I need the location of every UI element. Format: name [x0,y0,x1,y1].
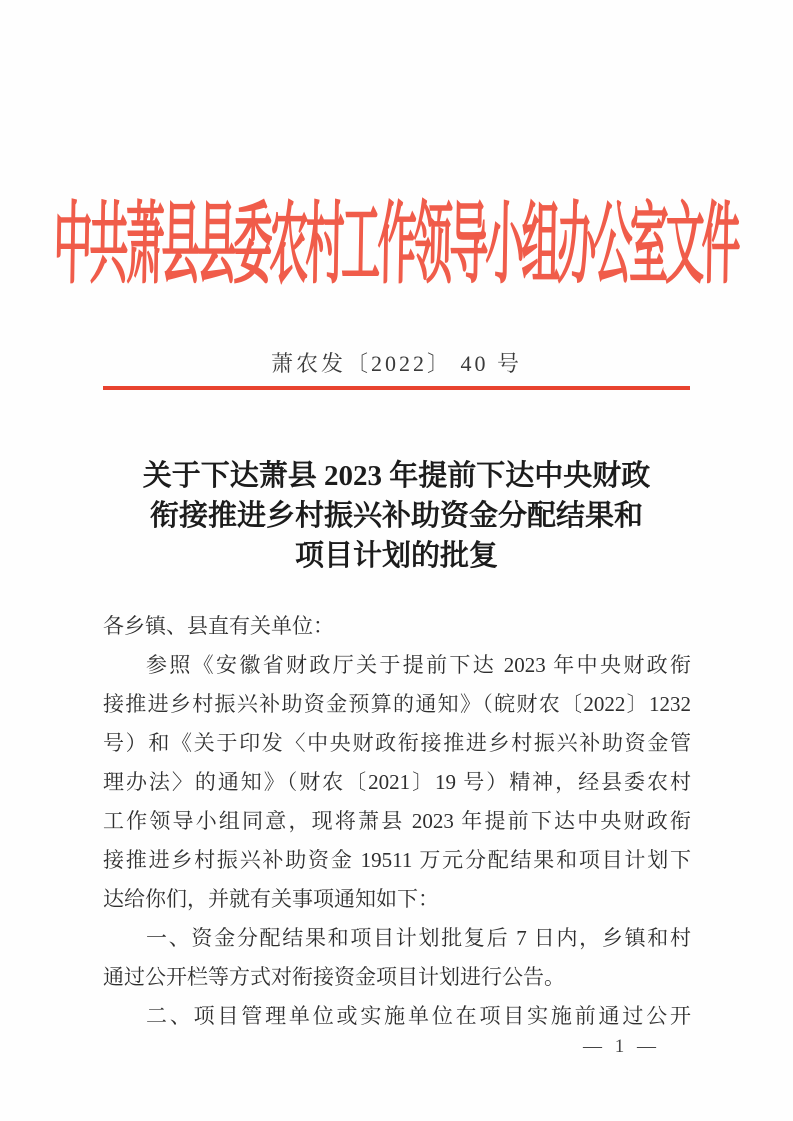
body-line: 理办法〉的通知》（财农〔2021〕19 号）精神，经县委农村 [103,770,691,794]
body-line: 一、资金分配结果和项目计划批复后 7 日内，乡镇和村 [146,926,691,950]
document-title-line: 项目计划的批复 [294,540,498,572]
document-title-line: 衔接推进乡村振兴补助资金分配结果和 [149,500,643,532]
body-line: 通过公开栏等方式对衔接资金项目计划进行公告。 [103,965,565,989]
body-line: 参照《安徽省财政厅关于提前下达 2023 年中央财政衔 [146,653,691,677]
red-divider-rule [103,386,690,390]
body-line: 接推进乡村振兴补助资金 19511 万元分配结果和项目计划下 [103,848,691,872]
body-line: 达给你们，并就有关事项通知如下： [103,887,439,911]
body-line: 各乡镇、县直有关单位： [103,614,334,638]
body-line: 接推进乡村振兴补助资金预算的通知》（皖财农〔2022〕1232 [103,692,691,716]
page-number: — 1 — [583,1036,660,1057]
body-line: 号）和《关于印发〈中央财政衔接推进乡村振兴补助资金管 [103,731,691,755]
document-body [103,607,691,1036]
document-title [0,456,793,576]
document-title-line: 关于下达萧县 2023 年提前下达中央财政 [142,460,651,492]
body-line: 二、项目管理单位或实施单位在项目实施前通过公开 [146,1004,691,1028]
body-line: 工作领导小组同意，现将萧县 2023 年提前下达中央财政衔 [103,809,691,833]
doc-reference-number: 萧农发〔2022〕 40 号 [270,351,522,376]
red-header-org-title: 中共萧县县委农村工作领导小组办公室文件 [52,197,739,296]
